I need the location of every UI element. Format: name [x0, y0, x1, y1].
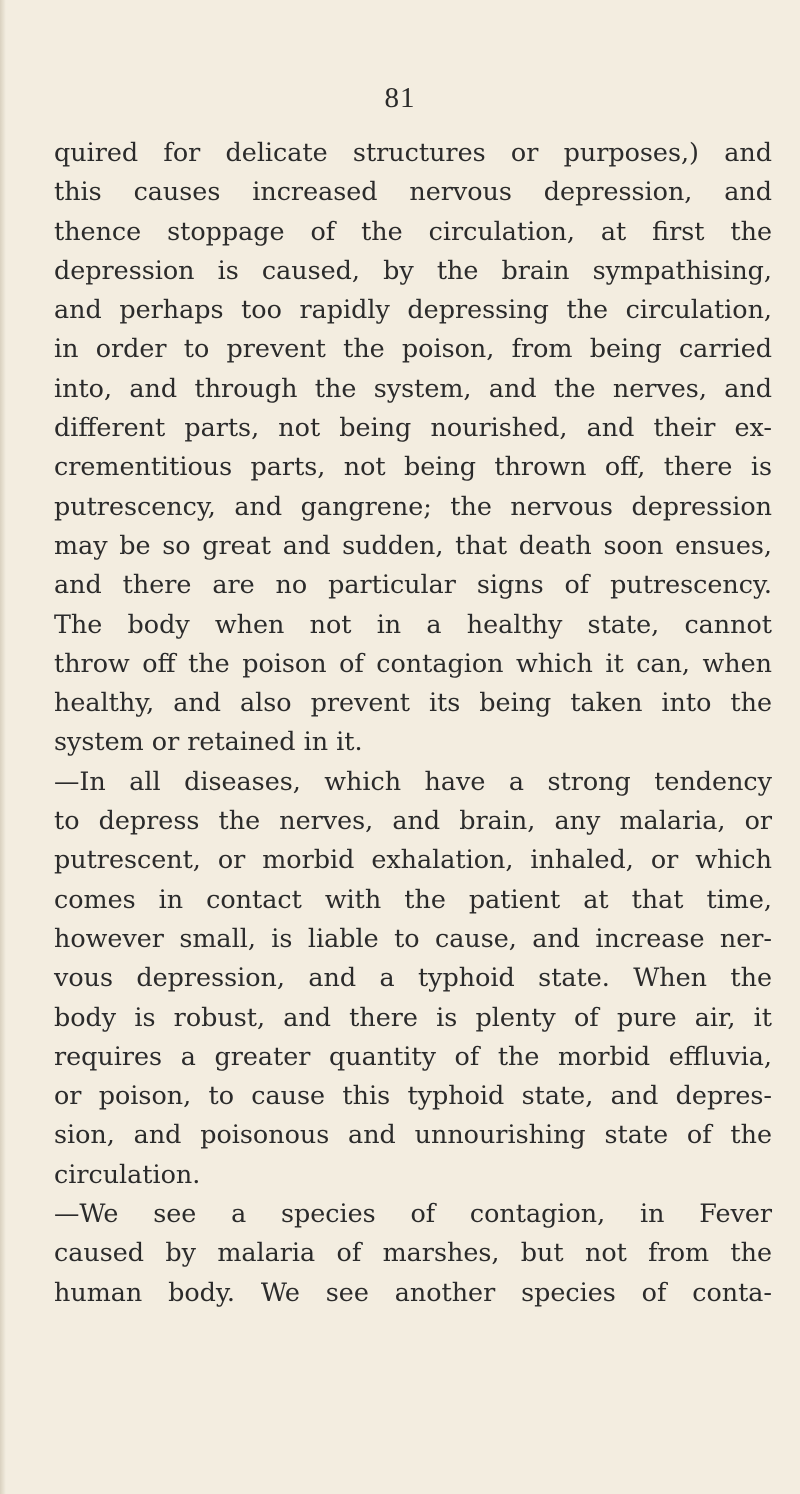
text-line: comes in contact with the patient at that time, [54, 883, 772, 914]
paragraph-end-line: circulation. [54, 1158, 201, 1189]
text-line: vous depression, and a typhoid state. When the [54, 962, 772, 993]
text-line: The body when not in a healthy state, cannot [54, 608, 772, 639]
text-line: however small, is liable to cause, and increase ner- [54, 922, 772, 953]
text-line: to depress the nerves, and brain, any malaria, or [54, 805, 772, 836]
text-line: or poison, to cause this typhoid state, and depres- [54, 1080, 772, 1111]
text-line: this causes increased nervous depression, and [54, 176, 772, 207]
text-line: —In all diseases, which have a strong tendency [54, 765, 772, 796]
text-line: throw off the poison of contagion which it can, when [54, 647, 772, 678]
text-line: and perhaps too rapidly depressing the circulation, [54, 294, 772, 325]
text-line: and there are no particular signs of putrescency. [54, 569, 772, 600]
text-line: crementitious parts, not being thrown off, there is [54, 451, 772, 482]
text-line: into, and through the system, and the nerves, and [54, 372, 772, 403]
body-text [54, 133, 772, 1312]
text-line: quired for delicate structures or purposes,) and [54, 137, 772, 167]
text-line: body is robust, and there is plenty of pure air, it [54, 1001, 772, 1032]
text-line: —We see a species of contagion, in Fever [54, 1198, 772, 1229]
text-line: putrescency, and gangrene; the nervous depression [54, 490, 772, 521]
text-line: healthy, and also prevent its being taken into the [54, 687, 772, 718]
text-line: in order to prevent the poison, from being carried [54, 333, 772, 364]
text-line: sion, and poisonous and unnourishing state of the [54, 1119, 772, 1150]
text-line: putrescent, or morbid exhalation, inhaled, or which [54, 844, 772, 875]
text-line: caused by malaria of marshes, but not from the [54, 1237, 772, 1268]
text-line: may be so great and sudden, that death soon ensues, [54, 529, 772, 560]
paragraph-end-line: system or retained in it. [54, 726, 363, 757]
page-edge-shadow [0, 0, 6, 1494]
page-number: 81 [384, 82, 416, 114]
text-line: thence stoppage of the circulation, at first the [54, 215, 772, 246]
text-line: requires a greater quantity of the morbid effluvia, [54, 1040, 772, 1071]
text-line: depression is caused, by the brain sympathising, [54, 254, 772, 285]
text-line: different parts, not being nourished, and their ex- [54, 412, 772, 443]
text-line: human body. We see another species of conta- [54, 1276, 772, 1307]
